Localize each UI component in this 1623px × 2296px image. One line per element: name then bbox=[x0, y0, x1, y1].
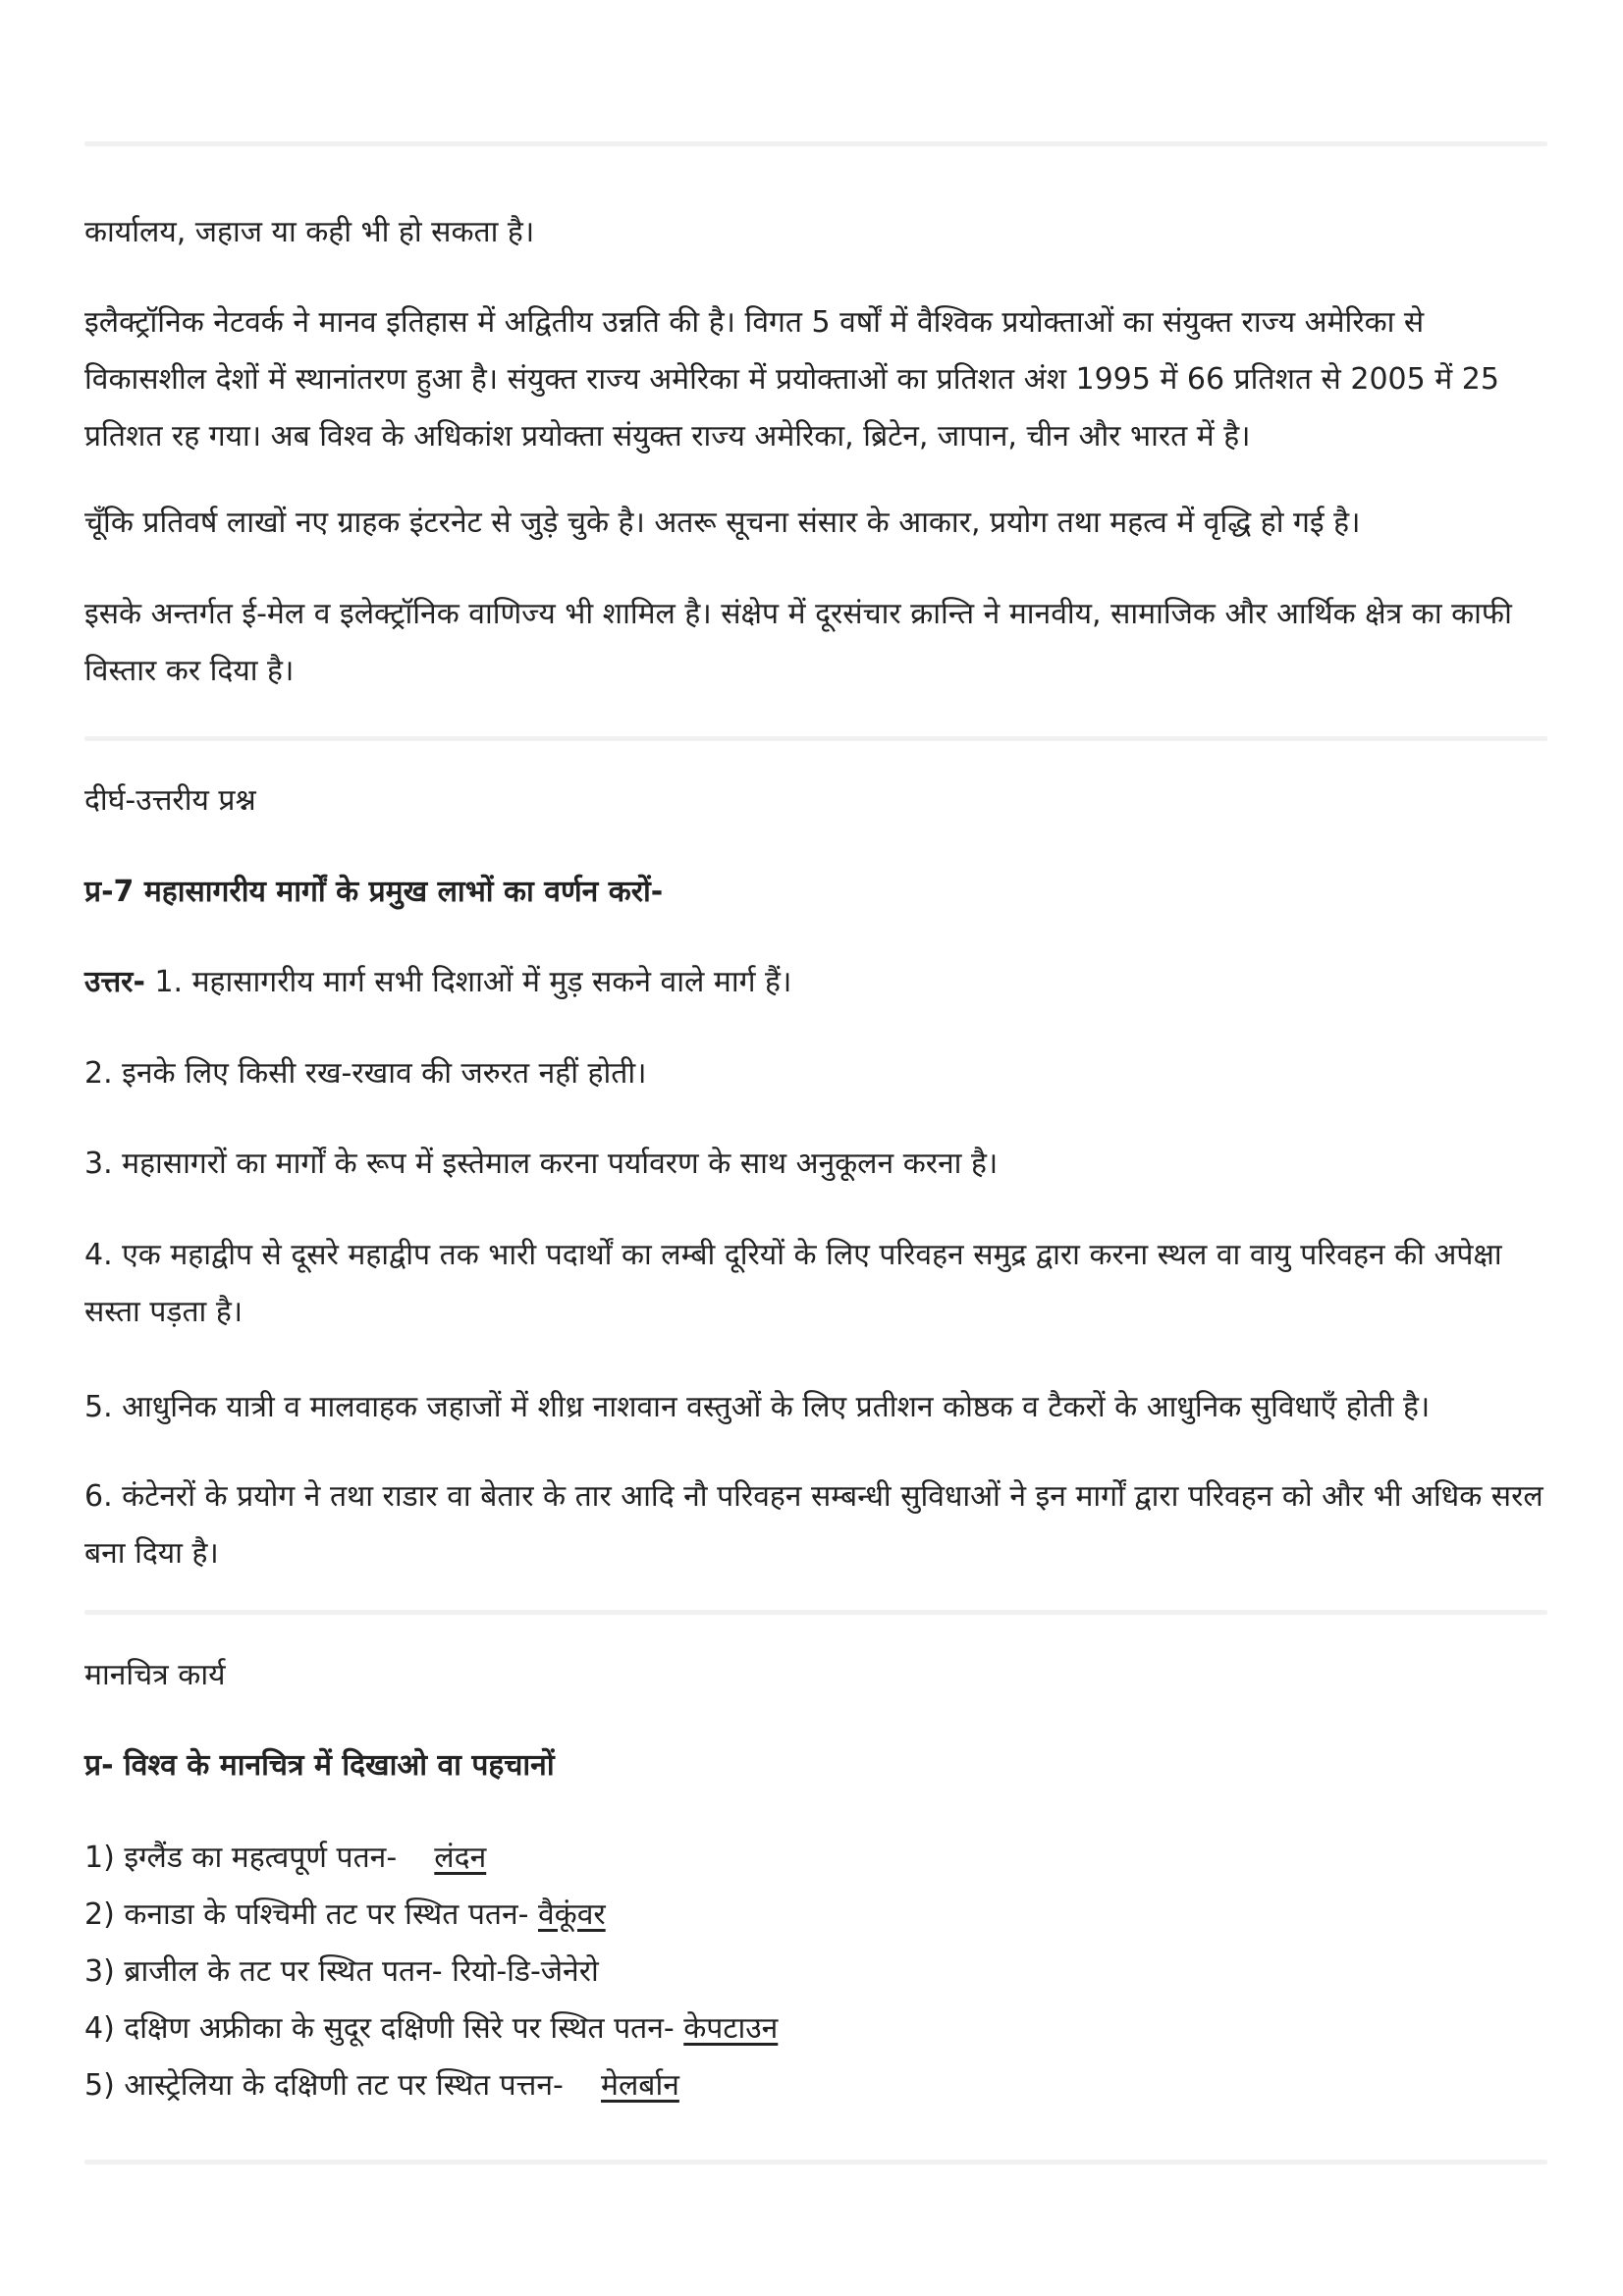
answer-point-2: 2. इनके लिए किसी रख-रखाव की जरुरत नहीं होती। bbox=[84, 1056, 647, 1091]
map-item-answer: केपटाउन bbox=[683, 2011, 779, 2046]
map-question: प्र- विश्व के मानचित्र में दिखाओ वा पहचानों bbox=[84, 1748, 555, 1783]
answer-point-4: 4. एक महाद्वीप से दूसरे महाद्वीप तक भारी पदार्थों का लम्बी दूरियों के लिए परिवहन समुद्र द्वारा करना स्थल वा वायु परिवहन की अपेक्षा सस्ता पड़ता है। bbox=[84, 1238, 1502, 1329]
answer-point-6: 6. कंटेनरों के प्रयोग ने तथा राडार वा बेतार के तार आदि नौ परिवहन सम्बन्धी सुविधाओं ने इन मार्गों द्वारा परिवहन को और भी अधिक सरल बना दिया है। bbox=[84, 1479, 1543, 1571]
answer-point-5: 5. आधुनिक यात्री व मालवाहक जहाजों में शीध्र नाशवान वस्तुओं के लिए प्रतीशन कोष्ठक व टैकरों के आधुनिक सुविधाएँ होती है। bbox=[84, 1390, 1431, 1424]
intro-paragraph-1: कार्यालय, जहाज या कही भी हो सकता है। bbox=[84, 215, 535, 249]
map-item: 5) आस्ट्रेलिया के दक्षिणी तट पर स्थित पत्तन- मेलर्बान bbox=[84, 2068, 679, 2103]
map-item: 1) इग्लैंड का महत्वपूर्ण पतन- लंदन bbox=[84, 1841, 487, 1875]
map-item-list bbox=[84, 1830, 1547, 2114]
answer-label: उत्तर- bbox=[84, 965, 145, 999]
section-heading-map-work: मानचित्र कार्य bbox=[84, 1658, 226, 1692]
intro-paragraph-4: इसके अन्तर्गत ई-मेल व इलेक्ट्रॉनिक वाणिज्य भी शामिल है। संक्षेप में दूरसंचार क्रान्ति ने मानवीय, सामाजिक और आर्थिक क्षेत्र का काफी विस्तार कर दिया है। bbox=[84, 597, 1512, 688]
map-item-answer: वैकूंवर bbox=[538, 1897, 606, 1932]
answer-point-text: 1. महासागरीय मार्ग सभी दिशाओं में मुड़ सकने वाले मार्ग हैं। bbox=[154, 965, 792, 999]
map-item-answer: मेलर्बान bbox=[601, 2068, 679, 2103]
section-heading-long-answer: दीर्घ-उत्तरीय प्रश्न bbox=[84, 783, 256, 818]
intro-paragraph-3: चूँकि प्रतिवर्ष लाखों नए ग्राहक इंटरनेट से जुड़े चुके है। अतरू सूचना संसार के आकार, प्रयोग तथा महत्व में वृद्धि हो गई है। bbox=[84, 506, 1361, 540]
map-item: 2) कनाडा के पश्चिमी तट पर स्थित पतन- वैकूंवर bbox=[84, 1897, 606, 1932]
divider bbox=[84, 736, 1547, 741]
answer-point-1 bbox=[84, 954, 1547, 1011]
map-item: 4) दक्षिण अफ्रीका के सुदूर दक्षिणी सिरे पर स्थित पतन- केपटाउन bbox=[84, 2011, 779, 2046]
divider bbox=[84, 2160, 1547, 2164]
question-7: प्र-7 महासागरीय मार्गों के प्रमुख लाभों का वर्णन करों- bbox=[84, 875, 664, 909]
intro-paragraph-2: इलैक्ट्रॉनिक नेटवर्क ने मानव इतिहास में अद्वितीय उन्नति की है। विगत 5 वर्षों में वैश्विक प्रयोक्ताओं का संयुक्त राज्य अमेरिका से विकासशील देशों में स्थानांतरण हुआ है। संयुक्त राज्य अमेरिका में प्रयोक्ताओं का प्रतिशत अंश 1995 में 66 प्रतिशत से 2005 में 25 प्रतिशत रह गया। अब विश्व के अधिकांश प्रयोक्ता संयुक्त राज्य अमेरिका, ब्रिटेन, जापान, चीन और भारत में है। bbox=[84, 305, 1499, 454]
divider bbox=[84, 1610, 1547, 1615]
answer-point-3: 3. महासागरों का मार्गों के रूप में इस्तेमाल करना पर्यावरण के साथ अनुकूलन करना है। bbox=[84, 1147, 999, 1181]
map-item: 3) ब्राजील के तट पर स्थित पतन- रियो-डि-जेनेरो bbox=[84, 1954, 599, 1989]
map-item-answer: लंदन bbox=[434, 1841, 487, 1875]
divider bbox=[84, 141, 1547, 146]
